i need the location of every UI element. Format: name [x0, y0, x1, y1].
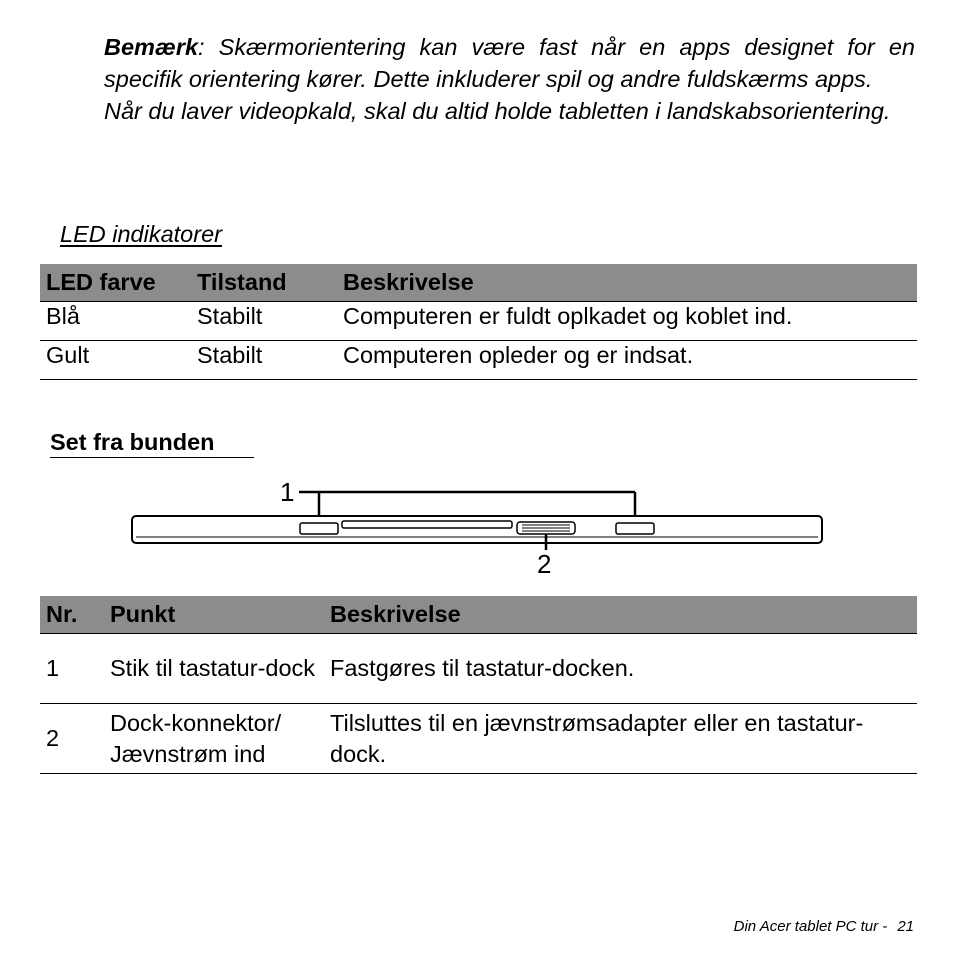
cell-number: 2 — [40, 704, 104, 774]
tablet-bottom-diagram — [0, 470, 954, 585]
cell-item: Stik til tastatur-dock — [104, 634, 324, 704]
keyboard-dock-port-left — [300, 523, 338, 534]
table-row — [40, 302, 917, 341]
cell-description: Fastgøres til tastatur-docken. — [324, 634, 917, 704]
led-table-header-row — [40, 264, 917, 302]
note-text: : Skærmorientering kan være fast når en apps designet for en specifik orientering kører. Dette inkluderer spil og andre fuldskærms apps. — [104, 34, 915, 92]
tablet-bottom-illustration — [0, 470, 954, 580]
cell-description: Tilsluttes til en jævnstrømsadapter eller en tastatur-dock. — [324, 704, 917, 774]
callout-2-label: 2 — [537, 549, 552, 579]
bottom-table-header-row — [40, 596, 917, 634]
led-table — [40, 264, 917, 380]
page-number: 21 — [897, 918, 914, 935]
footer-text: Din Acer tablet PC tur - — [733, 918, 888, 935]
table-row — [40, 341, 917, 380]
cell-number: 1 — [40, 634, 104, 704]
led-section-heading: LED indikatorer — [60, 221, 222, 247]
column-header-description: Beskrivelse — [337, 264, 917, 302]
column-header-state: Tilstand — [191, 264, 337, 302]
note-block — [104, 31, 915, 127]
bottom-view-heading: Set fra bunden — [50, 427, 254, 458]
column-header-description: Beskrivelse — [324, 596, 917, 634]
tablet-body — [132, 516, 822, 543]
column-header-number: Nr. — [40, 596, 104, 634]
cell-item: Dock-konnektor/ Jævnstrøm ind — [104, 704, 324, 774]
callout-1-label: 1 — [280, 477, 295, 507]
cell-led-color: Gult — [40, 341, 191, 380]
cell-state: Stabilt — [191, 302, 337, 341]
vent-slot — [342, 521, 512, 528]
cell-description: Computeren er fuldt oplkadet og koblet ind. — [337, 302, 917, 341]
table-row — [40, 634, 917, 704]
bottom-view-table — [40, 596, 917, 774]
page-footer — [734, 918, 914, 936]
column-header-led-color: LED farve — [40, 264, 191, 302]
cell-state: Stabilt — [191, 341, 337, 380]
cell-description: Computeren opleder og er indsat. — [337, 341, 917, 380]
column-header-item: Punkt — [104, 596, 324, 634]
note-label: Bemærk — [104, 34, 199, 60]
table-row — [40, 704, 917, 774]
note-paragraph-videocall: Når du laver videopkald, skal du altid holde tabletten i landskabsorientering. — [104, 98, 891, 124]
note-paragraph — [104, 31, 915, 95]
cell-led-color: Blå — [40, 302, 191, 341]
keyboard-dock-port-right — [616, 523, 654, 534]
